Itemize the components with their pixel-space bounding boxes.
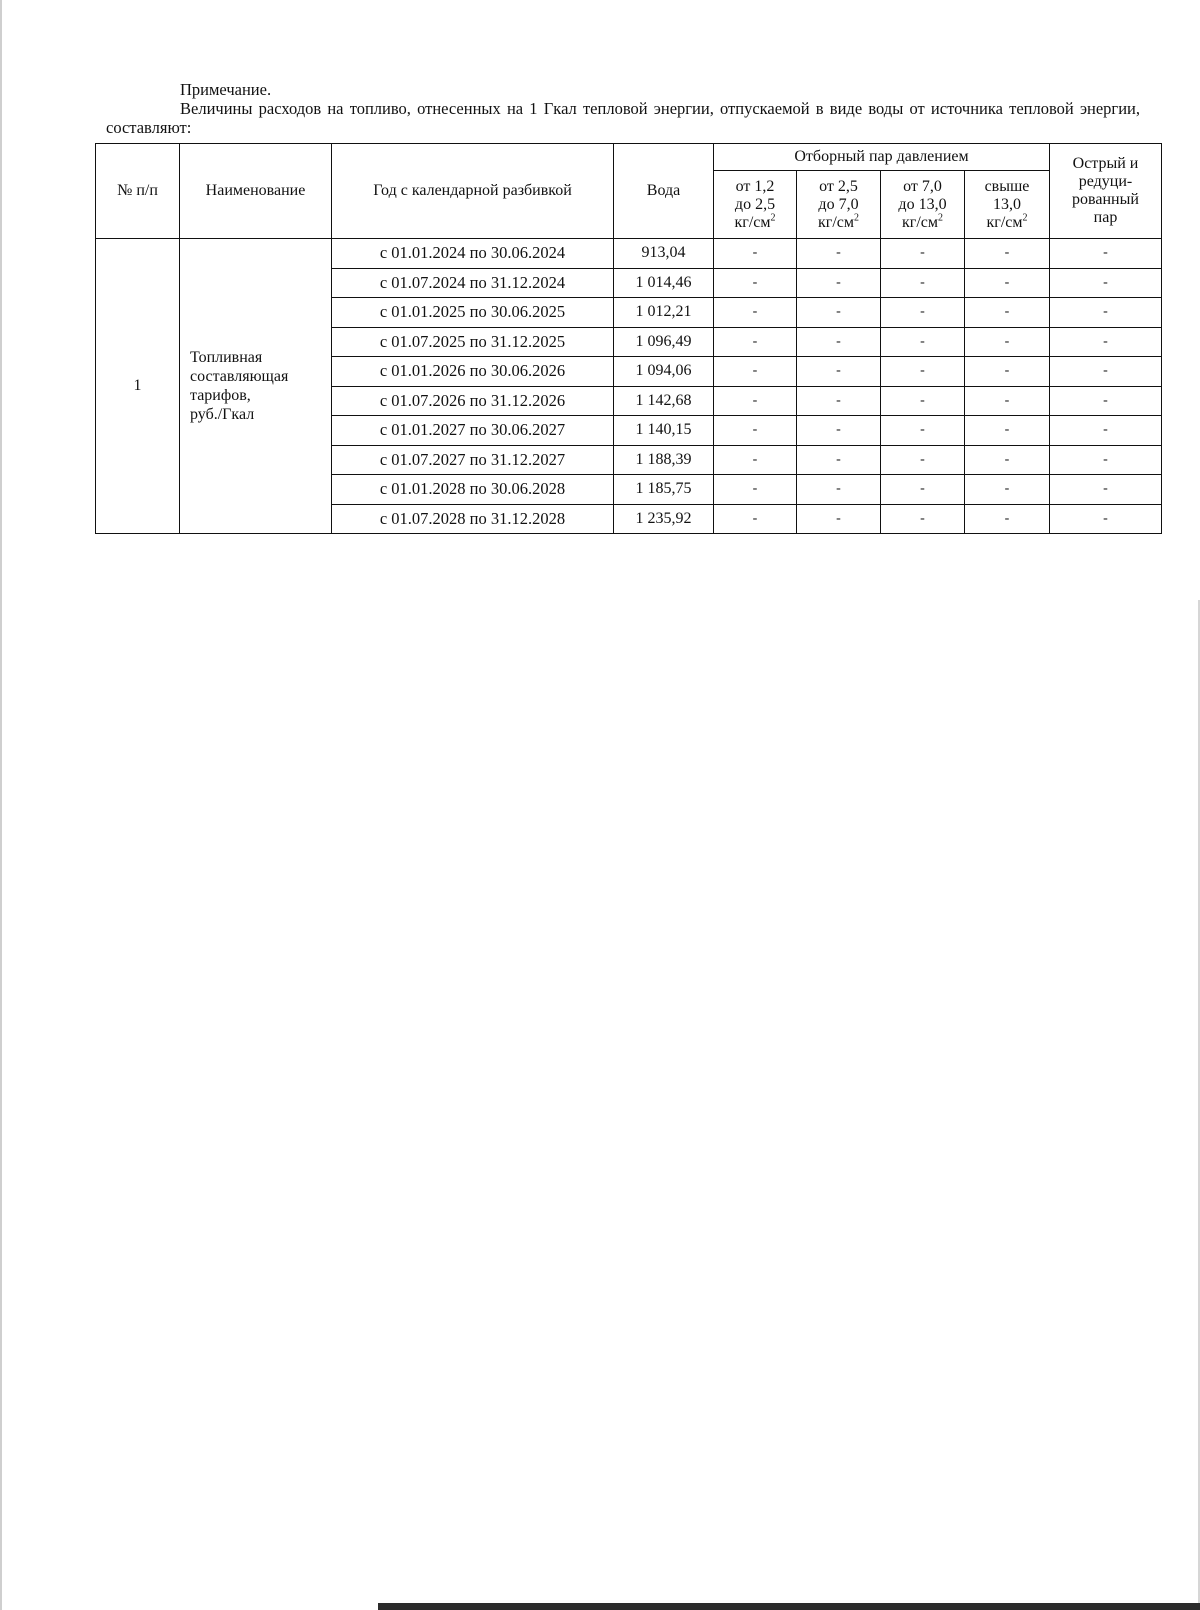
cell-steam-2: - bbox=[797, 504, 881, 534]
scan-left-edge bbox=[0, 0, 2, 1610]
cell-steam-4: - bbox=[965, 239, 1050, 269]
cell-steam-3: - bbox=[881, 504, 965, 534]
cell-water: 1 014,46 bbox=[614, 268, 714, 298]
cell-period: с 01.07.2027 по 31.12.2027 bbox=[332, 445, 614, 475]
cell-water: 913,04 bbox=[614, 239, 714, 269]
cell-steam-2: - bbox=[797, 445, 881, 475]
header-steam-4-value: 13,0 bbox=[993, 195, 1021, 213]
header-steam-2-from: от 2,5 bbox=[819, 177, 858, 195]
cell-sharp: - bbox=[1050, 416, 1162, 446]
tariff-table bbox=[95, 143, 1162, 534]
cell-steam-3: - bbox=[881, 475, 965, 505]
cell-steam-3: - bbox=[881, 239, 965, 269]
header-steam-3 bbox=[881, 171, 965, 239]
cell-steam-1: - bbox=[714, 475, 797, 505]
cell-steam-3: - bbox=[881, 386, 965, 416]
header-unit: кг/см bbox=[817, 213, 854, 231]
cell-steam-1: - bbox=[714, 416, 797, 446]
cell-steam-3: - bbox=[881, 298, 965, 328]
cell-period: с 01.07.2024 по 31.12.2024 bbox=[332, 268, 614, 298]
cell-steam-4: - bbox=[965, 386, 1050, 416]
cell-steam-3: - bbox=[881, 357, 965, 387]
cell-steam-1: - bbox=[714, 386, 797, 416]
cell-period: с 01.07.2026 по 31.12.2026 bbox=[332, 386, 614, 416]
cell-steam-3: - bbox=[881, 445, 965, 475]
cell-period: с 01.07.2028 по 31.12.2028 bbox=[332, 504, 614, 534]
row-name bbox=[180, 239, 332, 534]
cell-sharp: - bbox=[1050, 268, 1162, 298]
cell-period: с 01.01.2024 по 30.06.2024 bbox=[332, 239, 614, 269]
cell-period: с 01.01.2026 по 30.06.2026 bbox=[332, 357, 614, 387]
cell-steam-4: - bbox=[965, 357, 1050, 387]
row-name-line: составляющая bbox=[190, 368, 289, 385]
row-name-line: тарифов, bbox=[190, 387, 251, 404]
cell-sharp: - bbox=[1050, 386, 1162, 416]
cell-sharp: - bbox=[1050, 298, 1162, 328]
cell-water: 1 140,15 bbox=[614, 416, 714, 446]
header-name: Наименование bbox=[180, 144, 332, 239]
cell-steam-1: - bbox=[714, 445, 797, 475]
cell-steam-2: - bbox=[797, 239, 881, 269]
cell-water: 1 235,92 bbox=[614, 504, 714, 534]
cell-steam-4: - bbox=[965, 268, 1050, 298]
cell-water: 1 185,75 bbox=[614, 475, 714, 505]
header-steam-4 bbox=[965, 171, 1050, 239]
cell-sharp: - bbox=[1050, 357, 1162, 387]
header-sharp-steam bbox=[1050, 144, 1162, 239]
cell-period: с 01.01.2027 по 30.06.2027 bbox=[332, 416, 614, 446]
header-steam-3-to: до 13,0 bbox=[898, 195, 947, 213]
cell-steam-1: - bbox=[714, 504, 797, 534]
header-sharp-line1: Острый и bbox=[1072, 155, 1139, 172]
cell-water: 1 142,68 bbox=[614, 386, 714, 416]
header-steam-3-from: от 7,0 bbox=[903, 177, 942, 195]
cell-steam-2: - bbox=[797, 475, 881, 505]
cell-steam-4: - bbox=[965, 416, 1050, 446]
cell-sharp: - bbox=[1050, 504, 1162, 534]
header-unit: кг/см bbox=[901, 213, 938, 231]
header-steam-2 bbox=[797, 171, 881, 239]
header-unit: кг/см bbox=[986, 213, 1023, 231]
header-unit: кг/см bbox=[734, 213, 771, 231]
cell-steam-1: - bbox=[714, 357, 797, 387]
header-unit-sup: 2 bbox=[854, 212, 859, 224]
cell-steam-2: - bbox=[797, 298, 881, 328]
scan-bottom-edge bbox=[378, 1603, 1200, 1610]
header-steam-1-to: до 2,5 bbox=[734, 195, 776, 213]
cell-steam-4: - bbox=[965, 475, 1050, 505]
row-num: 1 bbox=[96, 239, 180, 534]
header-steam-1-from: от 1,2 bbox=[735, 177, 775, 195]
cell-steam-1: - bbox=[714, 327, 797, 357]
header-unit-sup: 2 bbox=[938, 212, 943, 224]
cell-steam-2: - bbox=[797, 386, 881, 416]
header-num: № п/п bbox=[96, 144, 180, 239]
cell-period: с 01.01.2028 по 30.06.2028 bbox=[332, 475, 614, 505]
header-steam-group: Отборный пар давлением bbox=[714, 144, 1050, 171]
note-text: Величины расходов на топливо, отнесенных на 1 Гкал тепловой энергии, отпускаемой в виде воды от источника тепловой энергии, составляют: bbox=[106, 99, 1140, 137]
header-unit-sup: 2 bbox=[1022, 212, 1028, 224]
cell-sharp: - bbox=[1050, 239, 1162, 269]
cell-period: с 01.07.2025 по 31.12.2025 bbox=[332, 327, 614, 357]
header-unit-sup: 2 bbox=[770, 212, 776, 224]
cell-steam-2: - bbox=[797, 357, 881, 387]
cell-steam-4: - bbox=[965, 298, 1050, 328]
cell-water: 1 188,39 bbox=[614, 445, 714, 475]
header-steam-2-to: до 7,0 bbox=[818, 195, 859, 213]
cell-sharp: - bbox=[1050, 327, 1162, 357]
cell-steam-4: - bbox=[965, 504, 1050, 534]
header-row-top bbox=[96, 144, 1162, 171]
cell-steam-4: - bbox=[965, 445, 1050, 475]
cell-steam-1: - bbox=[714, 298, 797, 328]
cell-steam-3: - bbox=[881, 327, 965, 357]
note-title: Примечание. bbox=[180, 80, 272, 99]
cell-water: 1 094,06 bbox=[614, 357, 714, 387]
cell-steam-1: - bbox=[714, 268, 797, 298]
cell-water: 1 012,21 bbox=[614, 298, 714, 328]
header-sharp-line2: редуци- bbox=[1078, 173, 1133, 190]
cell-period: с 01.01.2025 по 30.06.2025 bbox=[332, 298, 614, 328]
cell-steam-2: - bbox=[797, 327, 881, 357]
cell-sharp: - bbox=[1050, 475, 1162, 505]
cell-water: 1 096,49 bbox=[614, 327, 714, 357]
cell-steam-2: - bbox=[797, 416, 881, 446]
cell-steam-4: - bbox=[965, 327, 1050, 357]
header-water: Вода bbox=[614, 144, 714, 239]
row-name-line: Топливная bbox=[190, 349, 263, 366]
header-sharp-line4: пар bbox=[1093, 209, 1118, 226]
cell-sharp: - bbox=[1050, 445, 1162, 475]
table-row bbox=[96, 239, 1162, 269]
cell-steam-2: - bbox=[797, 268, 881, 298]
header-steam-4-above: свыше bbox=[984, 177, 1030, 195]
header-steam-1 bbox=[714, 171, 797, 239]
header-sharp-line3: рованный bbox=[1072, 191, 1139, 208]
row-name-line: руб./Гкал bbox=[190, 406, 255, 423]
cell-steam-3: - bbox=[881, 268, 965, 298]
header-period: Год с календарной разбивкой bbox=[332, 144, 614, 239]
cell-steam-3: - bbox=[881, 416, 965, 446]
cell-steam-1: - bbox=[714, 239, 797, 269]
